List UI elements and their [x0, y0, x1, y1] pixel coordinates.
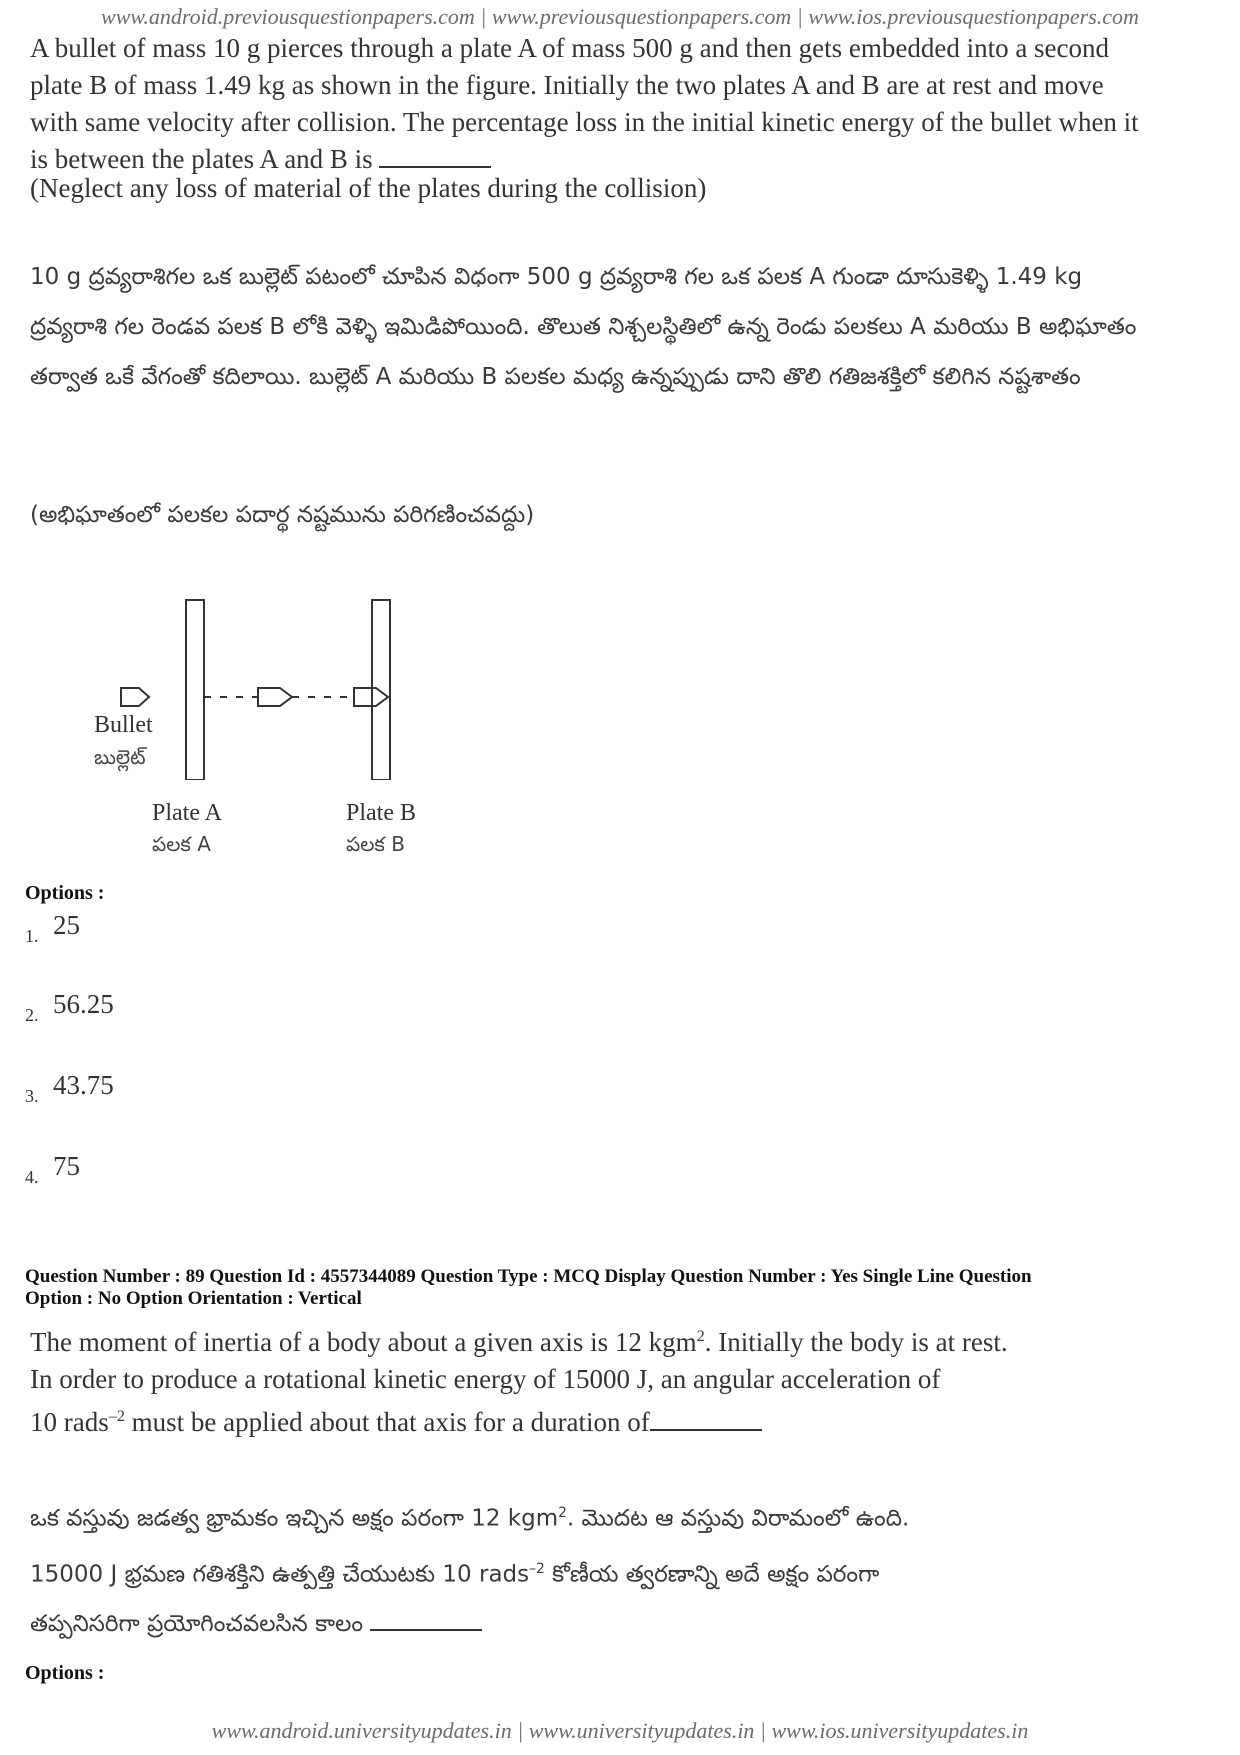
bullet-label-telugu: బుల్లెట్ — [94, 745, 146, 769]
q89-question-english — [30, 1318, 1150, 1441]
option-number: 1. — [25, 926, 39, 946]
q89-te-line-3-text: తప్పనిసరిగా ప్రయోగించవలసిన కాలం — [30, 1611, 364, 1638]
option-3[interactable] — [25, 1070, 114, 1107]
q89-line-1b: . Initially the body is at rest. — [704, 1327, 1008, 1357]
q89-te-line-1a: ఒక వస్తువు జడత్వ భ్రామకం ఇచ్చిన అక్షం పరంగా 12 kgm — [30, 1505, 559, 1532]
q89-te-line-3 — [30, 1599, 1170, 1649]
q88-options-label: Options : — [25, 882, 105, 904]
q88-note: (Neglect any loss of material of the plates during the collision) — [30, 173, 707, 203]
plate-b-shape — [372, 600, 390, 780]
superscript-neg2-te: –2 — [529, 1560, 545, 1577]
watermark-bottom: www.android.universityupdates.in | www.universityupdates.in | www.ios.universityupdates.in — [211, 1718, 1029, 1743]
q89-te-line-2 — [30, 1544, 1170, 1600]
q89-te-line-1b: . మొదట ఆ వస్తువు విరామంలో ఉంది. — [566, 1505, 910, 1532]
q88-question-english — [30, 30, 1140, 178]
superscript-2-te: 2 — [558, 1505, 567, 1521]
q89-line-1a: The moment of inertia of a body about a given axis is 12 kgm — [30, 1327, 697, 1357]
q88-question-text: A bullet of mass 10 g pierces through a plate A of mass 500 g and then gets embedded into a second plate B of mass 1.49 kg as shown in the figure. Initially the two plates A and B are at rest and move with same velocity after collision. The percentage loss in the initial kinetic energy of the bullet when it is between the plates A and B is — [30, 33, 1139, 174]
plate-b-label: Plate B — [346, 800, 416, 826]
option-number: 3. — [25, 1086, 39, 1106]
superscript-neg2: –2 — [108, 1407, 125, 1425]
q89-te-line-1 — [30, 1488, 1170, 1544]
q89-line-1 — [30, 1318, 1150, 1361]
option-value: 56.25 — [53, 989, 114, 1019]
q89-meta-line-2: Option : No Option Orientation : Vertical — [25, 1288, 362, 1309]
q88-note-telugu: (అభిఘాతంలో పలకల పదార్థ నష్టమును పరిగణించవద్దు) — [30, 502, 535, 528]
watermark-top: www.android.previousquestionpapers.com | www.previousquestionpapers.com | www.ios.previousquestionpapers.com — [101, 4, 1139, 29]
option-2[interactable] — [25, 989, 114, 1026]
q89-question-telugu — [30, 1488, 1170, 1649]
bullet-icon — [121, 688, 149, 706]
option-1[interactable] — [25, 910, 80, 947]
q89-line-2: In order to produce a rotational kinetic energy of 15000 J, an angular acceleration of — [30, 1364, 941, 1394]
plate-b-label-telugu: పలక B — [346, 832, 405, 856]
option-number: 2. — [25, 1005, 39, 1025]
bullet-plates-figure — [100, 590, 440, 780]
plate-a-label: Plate A — [152, 800, 222, 826]
q89-te-line-2b: కోణీయ త్వరణాన్ని అదే అక్షం పరంగా — [544, 1561, 880, 1588]
plate-a-label-telugu: పలక A — [152, 832, 211, 856]
q89-te-line-2a: 15000 J భ్రమణ గతిశక్తిని ఉత్పత్తి చేయుటకు 10 rads — [30, 1561, 530, 1588]
q89-meta-line-1: Question Number : 89 Question Id : 4557344089 Question Type : MCQ Display Question Number : Yes Single Line Question — [25, 1266, 1032, 1287]
bullet-moving-icon — [258, 688, 292, 706]
answer-blank — [370, 1607, 482, 1631]
option-value: 25 — [53, 910, 80, 940]
superscript-2: 2 — [696, 1327, 705, 1345]
q89-line-3 — [30, 1398, 1150, 1441]
plate-a-shape — [186, 600, 204, 780]
answer-blank — [379, 144, 491, 168]
q89-options-label: Options : — [25, 1662, 105, 1684]
answer-blank — [650, 1407, 762, 1431]
bullet-label: Bullet — [94, 712, 153, 738]
q89-line-3b: must be applied about that axis for a duration of — [124, 1407, 650, 1437]
option-value: 43.75 — [53, 1070, 114, 1100]
option-value: 75 — [53, 1151, 80, 1181]
q89-line-3a: 10 rads — [30, 1407, 109, 1437]
option-number: 4. — [25, 1167, 39, 1187]
q88-question-telugu: 10 g ద్రవ్యరాశిగల ఒక బుల్లెట్ పటంలో చూపిన విధంగా 500 g ద్రవ్యరాశి గల ఒక పలక A గుండా దూసుకెళ్ళి 1.49 kg ద్రవ్యరాశి గల రెండవ పలక B లోకి వెళ్ళి ఇమిడిపోయింది. తొలుత నిశ్చలస్థితిలో ఉన్న రెండు పలకలు A మరియు B అభిఘాతం తర్వాత ఒకే వేగంతో కదిలాయి. బుల్లెట్ A మరియు B పలకల మధ్య ఉన్నప్పుడు దాని తొలి గతిజశక్తిలో కలిగిన నష్టశాతం — [30, 264, 1137, 390]
option-4[interactable] — [25, 1151, 80, 1188]
